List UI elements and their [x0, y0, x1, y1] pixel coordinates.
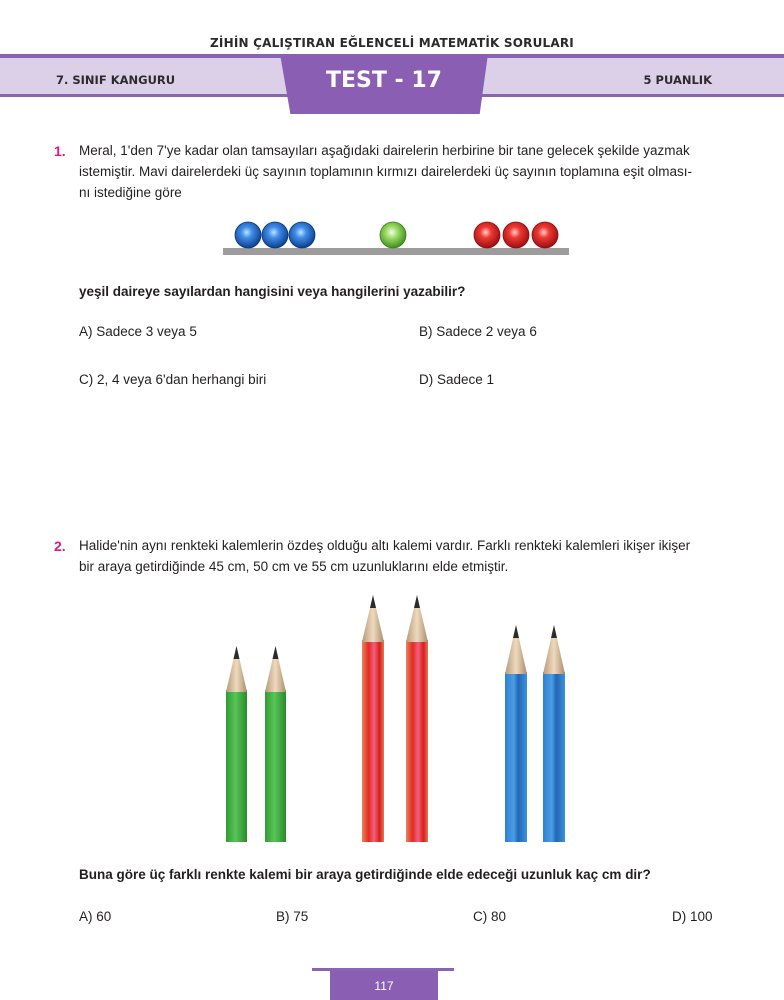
green-pencil — [265, 646, 286, 842]
blue-pencil — [505, 625, 527, 842]
question-2-text — [79, 535, 739, 577]
question-1-line: Meral, 1'den 7'ye kadar olan tamsayıları aşağıdaki dairelerin herbirine bir tane gelecek şekilde yazmak — [79, 143, 690, 158]
q1-option-c[interactable]: C) 2, 4 veya 6'dan herhangi biri — [79, 372, 267, 387]
question-2-line: bir araya getirdiğinde 45 cm, 50 cm ve 55 cm uzunluklarını elde etmiştir. — [79, 559, 509, 574]
question-1-prompt: yeşil daireye sayılardan hangisini veya hangilerini yazabilir? — [79, 284, 466, 299]
q1-option-b[interactable]: B) Sadece 2 veya 6 — [419, 324, 537, 339]
blue-circle — [289, 222, 315, 248]
blue-circle — [235, 222, 261, 248]
shelf-bar — [223, 248, 569, 255]
question-1-text — [79, 140, 729, 203]
points-label: 5 PUANLIK — [643, 73, 712, 87]
question-2-number: 2. — [54, 538, 66, 554]
blue-pencil — [543, 625, 565, 842]
book-title: ZİHİN ÇALIŞTIRAN EĞLENCELİ MATEMATİK SORULARI — [210, 36, 574, 50]
green-circle — [380, 222, 406, 248]
grade-label: 7. SINIF KANGURU — [56, 73, 176, 87]
q2-option-d[interactable]: D) 100 — [672, 909, 713, 924]
red-circle — [532, 222, 558, 248]
question-1-number: 1. — [54, 143, 66, 159]
blue-circle — [262, 222, 288, 248]
circles-figure — [220, 218, 572, 260]
question-1-line: istemiştir. Mavi dairelerdeki üç sayının toplamının kırmızı dairelerdeki üç sayının toplamına eşit olması- — [79, 164, 692, 179]
q2-option-c[interactable]: C) 80 — [473, 909, 507, 924]
q2-option-a[interactable]: A) 60 — [79, 909, 112, 924]
footer-line — [312, 968, 454, 971]
q1-option-a[interactable]: A) Sadece 3 veya 5 — [79, 324, 197, 339]
question-2-prompt: Buna göre üç farklı renkte kalemi bir araya getirdiğinde elde edeceği uzunluk kaç cm dir? — [79, 867, 651, 882]
pencils-figure — [220, 590, 580, 845]
red-pencil — [362, 595, 384, 842]
red-circle — [474, 222, 500, 248]
q1-option-d[interactable]: D) Sadece 1 — [419, 372, 495, 387]
red-circle — [503, 222, 529, 248]
test-title: TEST - 17 — [326, 68, 442, 93]
question-1-line: nı istediğine göre — [79, 185, 182, 200]
question-2-line: Halide'nin aynı renkteki kalemlerin özdeş olduğu altı kalemi vardır. Farklı renkteki kalemleri ikişer ikişer — [79, 538, 691, 553]
q2-option-b[interactable]: B) 75 — [276, 909, 309, 924]
page-number: 117 — [374, 979, 394, 993]
green-pencil — [226, 646, 247, 842]
red-pencil — [406, 595, 428, 842]
